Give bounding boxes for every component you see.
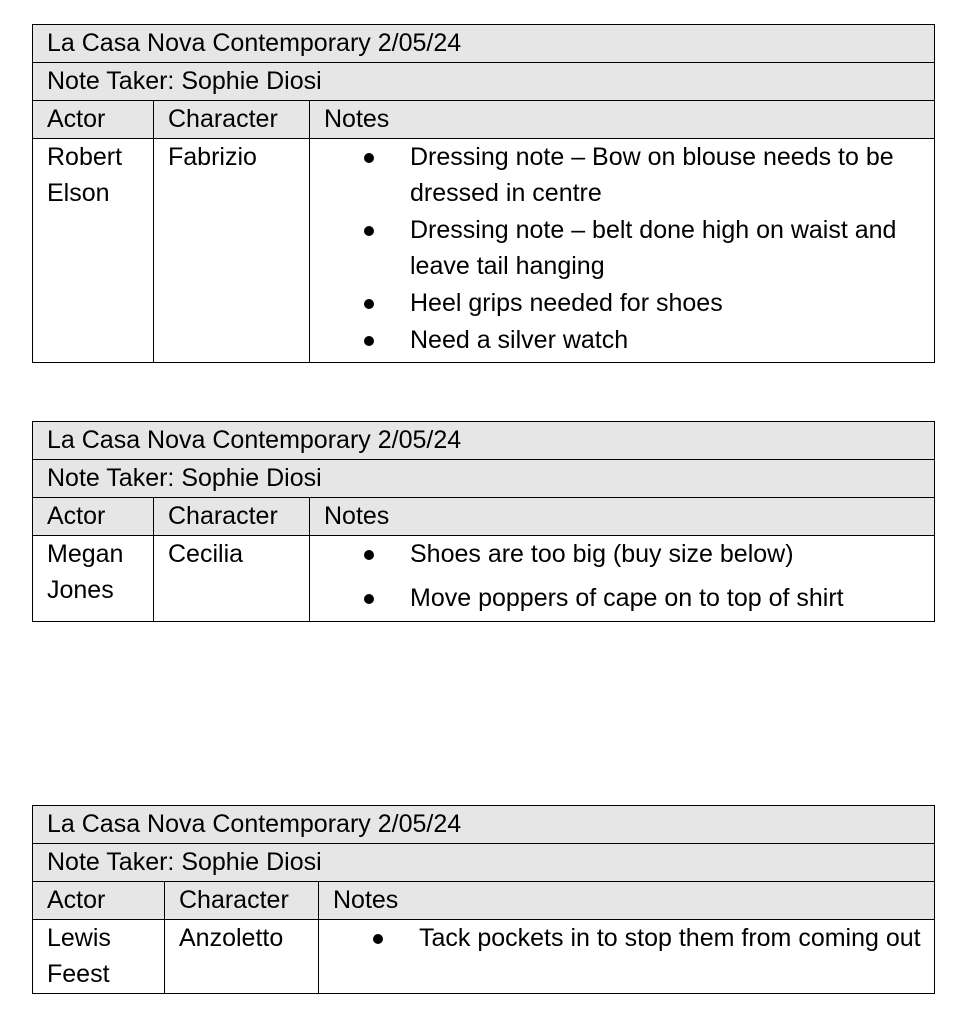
- notes-list: [324, 536, 934, 616]
- notes-table-3: [32, 805, 935, 994]
- bullet-icon: [364, 336, 374, 346]
- note-text: Shoes are too big (buy size below): [410, 540, 794, 568]
- header-actor: Actor: [33, 882, 165, 920]
- notes-list: [333, 920, 934, 956]
- note-text: Move poppers of cape on to top of shirt: [410, 584, 844, 612]
- header-notes: Notes: [310, 101, 935, 139]
- header-character: Character: [165, 882, 319, 920]
- header-actor: Actor: [33, 101, 154, 139]
- actor-cell: Lewis Feest: [33, 920, 165, 994]
- note-text: Dressing note – Bow on blouse needs to be dressed in centre: [410, 143, 894, 207]
- character-cell: Anzoletto: [165, 920, 319, 994]
- note-text: Dressing note – belt done high on waist and leave tail hanging: [410, 216, 897, 280]
- header-actor: Actor: [33, 498, 154, 536]
- note-text: Tack pockets in to stop them from coming out: [419, 924, 921, 952]
- note-item: [410, 285, 934, 321]
- table-title: La Casa Nova Contemporary 2/05/24: [33, 25, 935, 63]
- bullet-icon: [364, 550, 374, 560]
- note-item: [410, 536, 934, 572]
- actor-cell: Megan Jones: [33, 536, 154, 622]
- bullet-icon: [373, 934, 383, 944]
- notes-cell: [310, 536, 935, 622]
- table-title: La Casa Nova Contemporary 2/05/24: [33, 806, 935, 844]
- note-item: [410, 580, 934, 616]
- notes-table-2: [32, 421, 935, 622]
- note-item: [410, 139, 934, 211]
- note-taker: Note Taker: Sophie Diosi: [33, 63, 935, 101]
- header-notes: Notes: [310, 498, 935, 536]
- header-notes: Notes: [319, 882, 935, 920]
- bullet-icon: [364, 594, 374, 604]
- note-text: Heel grips needed for shoes: [410, 289, 723, 317]
- notes-cell: [319, 920, 935, 994]
- character-cell: Cecilia: [154, 536, 310, 622]
- bullet-icon: [364, 299, 374, 309]
- note-taker: Note Taker: Sophie Diosi: [33, 460, 935, 498]
- actor-cell: Robert Elson: [33, 139, 154, 363]
- note-taker: Note Taker: Sophie Diosi: [33, 844, 935, 882]
- note-item: [419, 920, 934, 956]
- table-title: La Casa Nova Contemporary 2/05/24: [33, 422, 935, 460]
- notes-table-1: [32, 24, 935, 363]
- note-item: [410, 212, 934, 284]
- character-cell: Fabrizio: [154, 139, 310, 363]
- bullet-icon: [364, 226, 374, 236]
- header-character: Character: [154, 498, 310, 536]
- note-text: Need a silver watch: [410, 326, 629, 354]
- header-character: Character: [154, 101, 310, 139]
- note-item: [410, 322, 934, 358]
- notes-list: [324, 139, 934, 358]
- notes-cell: [310, 139, 935, 363]
- bullet-icon: [364, 153, 374, 163]
